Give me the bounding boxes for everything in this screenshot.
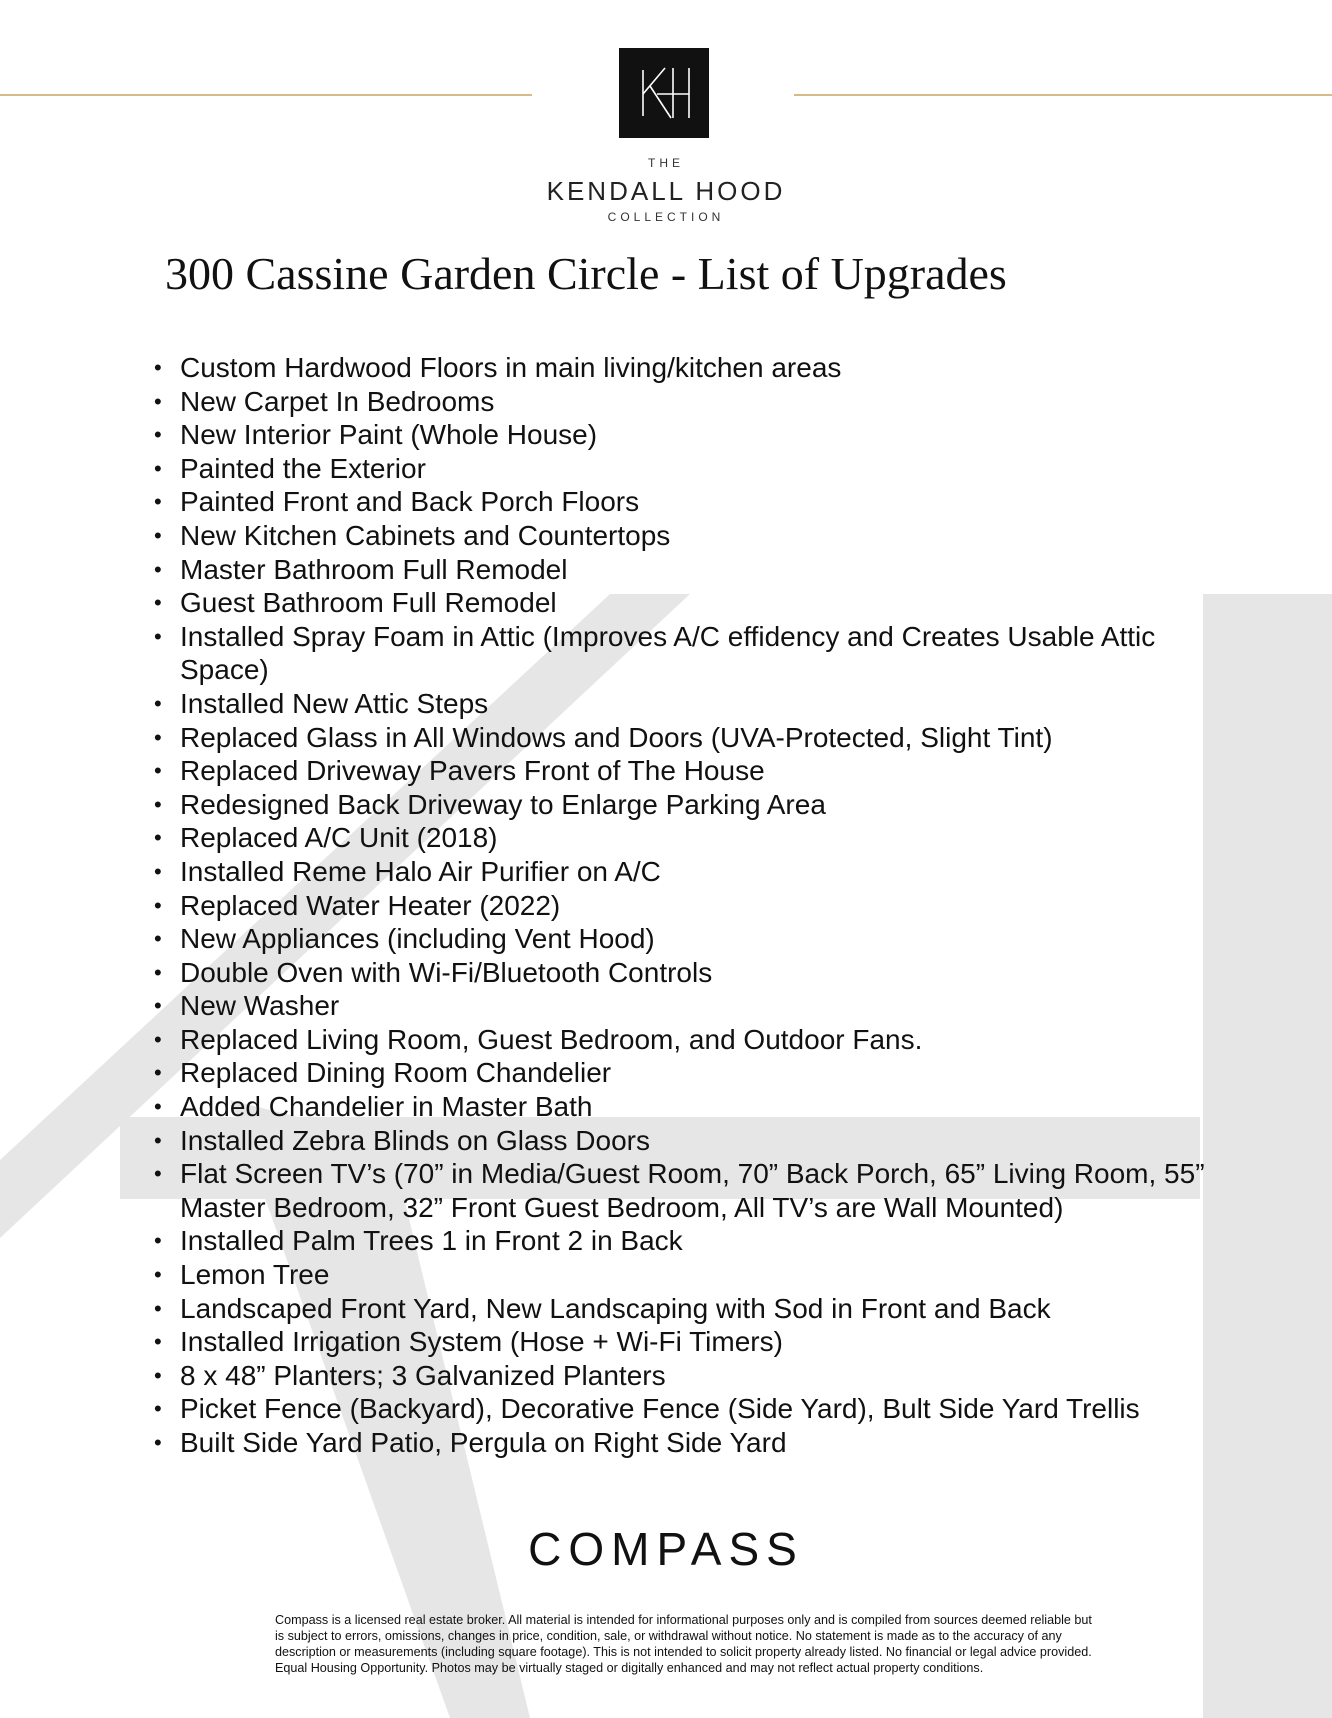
kh-monogram-icon (619, 48, 709, 138)
upgrade-text: Lemon Tree (180, 1259, 330, 1291)
upgrade-item (150, 889, 1230, 923)
bullet-icon: • (154, 489, 162, 515)
document-title: 300 Cassine Garden Circle - List of Upgrades (165, 248, 1007, 299)
upgrade-item (150, 1325, 1230, 1359)
bullet-icon: • (154, 590, 162, 616)
bullet-icon: • (154, 1060, 162, 1086)
upgrade-text: Installed New Attic Steps (180, 687, 489, 719)
bullet-icon: • (154, 791, 162, 817)
bullet-icon: • (154, 522, 162, 548)
bullet-icon: • (154, 1262, 162, 1288)
upgrade-text: Installed Zebra Blinds on Glass Doors (180, 1124, 650, 1156)
upgrade-item (150, 519, 1230, 553)
bullet-icon: • (154, 858, 162, 884)
upgrade-item (150, 956, 1230, 990)
brand-the: THE (648, 156, 684, 170)
bullet-icon: • (154, 1396, 162, 1422)
bullet-icon: • (154, 892, 162, 918)
upgrade-item (150, 821, 1230, 855)
header-rule-left (0, 94, 532, 96)
upgrade-item (150, 1124, 1230, 1158)
legal-disclaimer: Compass is a licensed real estate broker. All material is intended for informational purposes only and is compiled from sources deemed reliable but is subject to errors, omissions, changes in price, condition, sale, or withdrawal without notice. No statement is made as to the accuracy of any description or measurements (including square footage). This is not intended to solicit property already listed. No financial or legal advice provided. Equal Housing Opportunity. Photos may be virtually staged or digitally enhanced and may not reflect actual property conditions. (275, 1613, 1092, 1675)
upgrade-text: Added Chandelier in Master Bath (180, 1091, 593, 1123)
upgrade-text: Replaced A/C Unit (2018) (180, 822, 498, 854)
bullet-icon: • (154, 959, 162, 985)
upgrade-text: Replaced Living Room, Guest Bedroom, and Outdoor Fans. (180, 1023, 923, 1055)
upgrade-item (150, 586, 1230, 620)
upgrade-text: New Kitchen Cabinets and Countertops (180, 519, 671, 551)
upgrade-item (150, 553, 1230, 587)
upgrade-text: Installed Palm Trees 1 in Front 2 in Back (180, 1225, 683, 1257)
brand-name: KENDALL HOOD (546, 176, 786, 206)
upgrade-text: Flat Screen TV’s (70” in Media/Guest Room, 70” Back Porch, 65” Living Room, 55” Master Bedroom, 32” Front Guest Bedroom, All TV’s are Wall Mounted) (180, 1158, 1205, 1223)
bullet-icon: • (154, 724, 162, 750)
bullet-icon: • (154, 623, 162, 649)
upgrade-item (150, 687, 1230, 721)
kendall-hood-logo (619, 48, 709, 138)
upgrade-text: New Carpet In Bedrooms (180, 385, 495, 417)
upgrade-item (150, 754, 1230, 788)
bullet-icon: • (154, 926, 162, 952)
upgrade-text: New Appliances (including Vent Hood) (180, 923, 655, 955)
upgrade-text: Installed Irrigation System (Hose + Wi-Fi Timers) (180, 1326, 783, 1358)
bullet-icon: • (154, 1362, 162, 1388)
bullet-icon: • (154, 825, 162, 851)
bullet-icon: • (154, 1295, 162, 1321)
upgrade-item (150, 1392, 1230, 1426)
upgrade-text: New Interior Paint (Whole House) (180, 419, 598, 451)
compass-logo: COMPASS (528, 1523, 804, 1575)
upgrade-item (150, 452, 1230, 486)
brand-collection: COLLECTION (607, 210, 725, 224)
bullet-icon: • (154, 1127, 162, 1153)
upgrade-item (150, 855, 1230, 889)
upgrade-text: Custom Hardwood Floors in main living/kitchen areas (180, 352, 842, 383)
bullet-icon: • (154, 1329, 162, 1355)
upgrade-text: Master Bathroom Full Remodel (180, 553, 568, 585)
bullet-icon: • (154, 1094, 162, 1120)
header-rule-right (794, 94, 1332, 96)
bullet-icon: • (154, 388, 162, 414)
bullet-icon: • (154, 1161, 162, 1187)
bullet-icon: • (154, 690, 162, 716)
upgrade-item (150, 1090, 1230, 1124)
upgrade-item (150, 485, 1230, 519)
upgrade-item (150, 1224, 1230, 1258)
upgrade-item (150, 788, 1230, 822)
upgrade-item (150, 1426, 1230, 1460)
upgrade-item (150, 1157, 1230, 1224)
upgrade-text: Built Side Yard Patio, Pergula on Right Side Yard (180, 1427, 787, 1458)
upgrade-item (150, 418, 1230, 452)
bullet-icon: • (154, 422, 162, 448)
upgrade-text: Painted the Exterior (180, 452, 426, 484)
upgrade-text: Guest Bathroom Full Remodel (180, 587, 557, 619)
bullet-icon: • (154, 993, 162, 1019)
upgrade-text: Picket Fence (Backyard), Decorative Fence (Side Yard), Bult Side Yard Trellis (180, 1393, 1140, 1425)
upgrade-item (150, 1023, 1230, 1057)
upgrade-item (150, 620, 1230, 687)
bullet-icon: • (154, 355, 162, 380)
upgrade-item (150, 989, 1230, 1023)
upgrade-text: Redesigned Back Driveway to Enlarge Parking Area (180, 788, 826, 820)
upgrades-list (150, 351, 1230, 1460)
upgrade-item (150, 922, 1230, 956)
upgrade-item (150, 385, 1230, 419)
upgrade-item (150, 351, 1230, 385)
upgrade-text: 8 x 48” Planters; 3 Galvanized Planters (180, 1359, 666, 1391)
upgrade-text: Installed Reme Halo Air Purifier on A/C (180, 855, 661, 887)
bullet-icon: • (154, 556, 162, 582)
upgrade-item (150, 1056, 1230, 1090)
upgrade-text: Replaced Dining Room Chandelier (180, 1057, 612, 1089)
bullet-icon: • (154, 758, 162, 784)
upgrade-item (150, 721, 1230, 755)
bullet-icon: • (154, 1026, 162, 1052)
upgrade-text: Replaced Water Heater (2022) (180, 889, 561, 921)
upgrade-text: Replaced Glass in All Windows and Doors (UVA-Protected, Slight Tint) (180, 721, 1053, 753)
upgrade-text: Painted Front and Back Porch Floors (180, 486, 640, 518)
upgrade-text: Replaced Driveway Pavers Front of The House (180, 755, 765, 787)
bullet-icon: • (154, 455, 162, 481)
upgrade-text: New Washer (180, 990, 340, 1022)
upgrade-item (150, 1292, 1230, 1326)
upgrade-item (150, 1359, 1230, 1393)
upgrade-item (150, 1258, 1230, 1292)
bullet-icon: • (154, 1228, 162, 1254)
bullet-icon: • (154, 1430, 162, 1455)
upgrade-text: Landscaped Front Yard, New Landscaping with Sod in Front and Back (180, 1292, 1051, 1324)
upgrade-text: Double Oven with Wi-Fi/Bluetooth Controls (180, 956, 713, 988)
upgrade-text: Installed Spray Foam in Attic (Improves A/C effidency and Creates Usable Attic Space) (180, 620, 1156, 686)
